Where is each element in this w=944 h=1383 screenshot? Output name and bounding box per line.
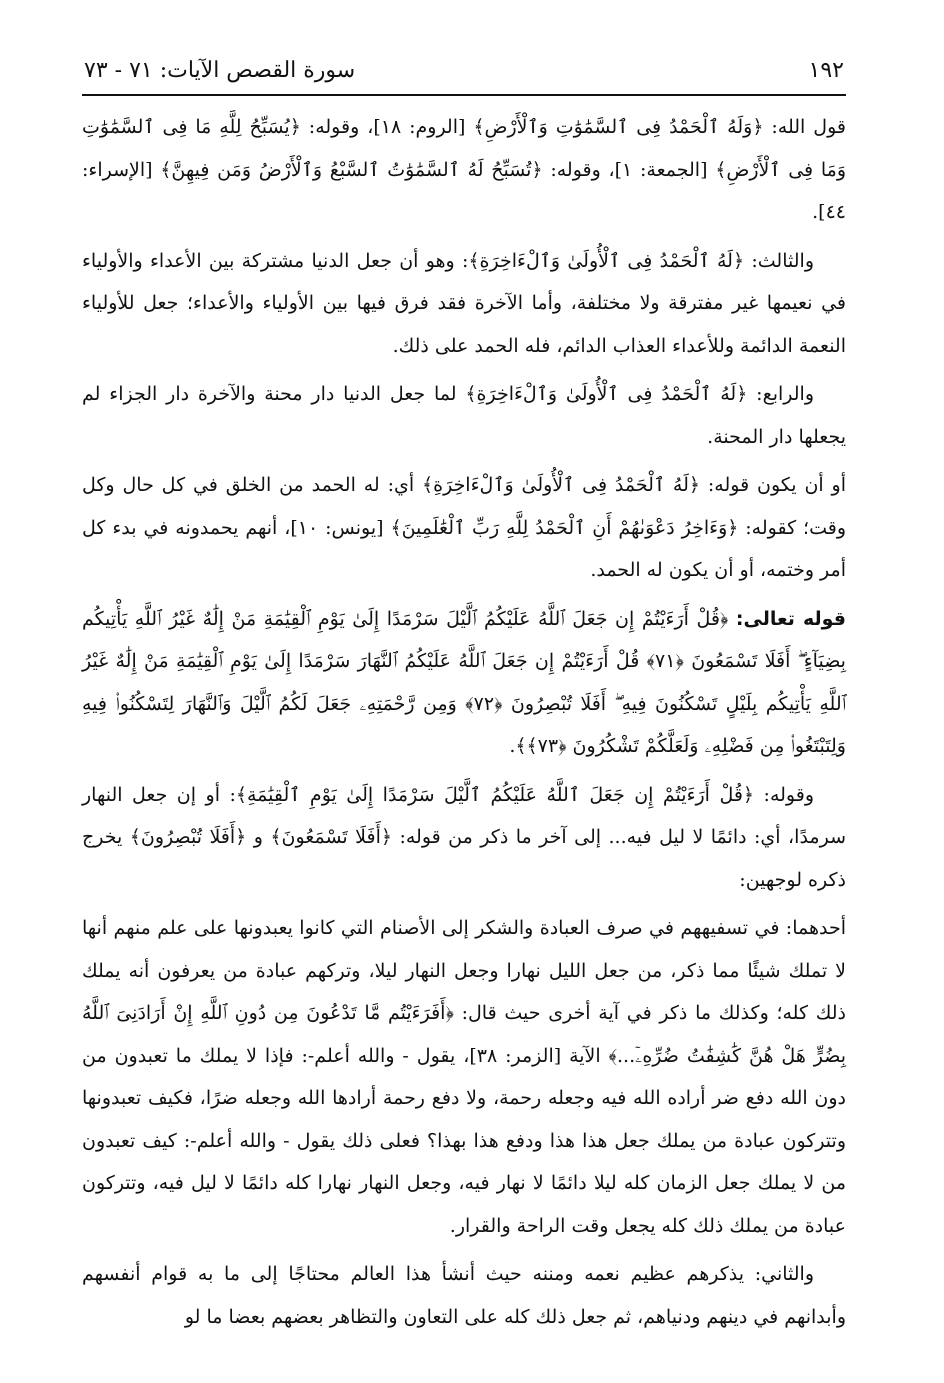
header-divider: [82, 94, 846, 96]
verse-lead: قوله تعالى:: [735, 607, 846, 630]
commentary-1: وقوله: ﴿قُلْ أَرَءَيْتُمْ إِن جَعَلَ ٱللَّهُ عَلَيْكُمُ ٱلَّيْلَ سَرْمَدًا إِلَىٰ يَوْمِ ٱلْقِيَٰمَةِ﴾: أو إن جعل النهار سرمدًا، أي: دائمًا لا ليل فيه... إلى آخر ما ذكر من قوله: ﴿أَفَلَا تَسْمَعُونَ﴾ و ﴿أَفَلَا تُبْصِرُونَ﴾ يخرج ذكره لوجهين:: [82, 783, 846, 891]
paragraph-2: والثالث: ﴿لَهُ ٱلْحَمْدُ فِى ٱلْأُولَىٰ وَٱلْءَاخِرَةِ﴾: وهو أن جعل الدنيا مشتركة بين الأعداء والأولياء في نعيمها غير مفترقة ولا مختلفة، وأما الآخرة فقد فرق فيها بين الأولياء والأعداء؛ جعل للأولياء النعمة الدائمة وللأعداء العذاب الدائم، فله الحمد على ذلك.: [82, 249, 846, 357]
commentary-3: والثاني: يذكرهم عظيم نعمه ومننه حيث أنشأ هذا العالم محتاجًا إلى ما به قوام أنفسهم وأبدانهم في دينهم ودنياهم، ثم جعل ذلك كله على التعاون والتظاهر بعضهم بعضا ما لو: [82, 1263, 846, 1328]
page-number: ١٩٢: [808, 58, 844, 83]
paragraph-4: أو أن يكون قوله: ﴿لَهُ ٱلْحَمْدُ فِى ٱلْأُولَىٰ وَٱلْءَاخِرَةِ﴾ أي: له الحمد من الخلق في كل حال وكل وقت؛ كقوله: ﴿وَءَاخِرُ دَعْوَىٰهُمْ أَنِ ٱلْحَمْدُ لِلَّهِ رَبِّ ٱلْعَٰلَمِينَ﴾ [يونس: ١٠]، أنهم يحمدونه في بدء كل أمر وختمه، أو أن يكون له الحمد.: [82, 474, 846, 581]
running-header: [82, 54, 846, 94]
paragraph-1: قول الله: ﴿وَلَهُ ٱلْحَمْدُ فِى ٱلسَّمَٰوَٰتِ وَٱلْأَرْضِ﴾ [الروم: ١٨]، وقوله: ﴿يُسَبِّحُ لِلَّهِ مَا فِى ٱلسَّمَٰوَٰتِ وَمَا فِى ٱلْأَرْضِ﴾ [الجمعة: ١]، وقوله: ﴿تُسَبِّحُ لَهُ ٱلسَّمَٰوَٰتُ ٱلسَّبْعُ وَٱلْأَرْضُ وَمَن فِيهِنَّ﴾ [الإسراء: ٤٤].: [82, 116, 846, 223]
book-page: [82, 54, 846, 1344]
commentary-2: أحدهما: في تسفيههم في صرف العبادة والشكر إلى الأصنام التي كانوا يعبدونها على علم منهم أنها لا تملك شيئًا مما ذكر، من جعل الليل نهارا وجعل النهار ليلا، وتركهم عبادة من يعرفون أنه يملك ذلك كله؛ وكذلك ما ذكر في آية أخرى حيث قال: ﴿أَفَرَءَيْتُم مَّا تَدْعُونَ مِن دُونِ ٱللَّهِ إِنْ أَرَادَنِىَ ٱللَّهُ بِضُرٍّ هَلْ هُنَّ كَٰشِفَٰتُ ضُرِّهِۦٓ...﴾ الآية [الزمر: ٣٨]، يقول - والله أعلم-: فإذا لا يملك ما تعبدون من دون الله دفع ضر أراده الله فيه وجعله رحمة، ولا دفع رحمة أرادها الله وجعله ضرًا، فكيف تعبدونها وتتركون عبادة من يملك جعل هذا هذا ودفع هذا بهذا؟ فعلى ذلك يقول - والله أعلم-: كيف تعبدون من لا يملك جعل الزمان كله ليلا دائمًا لا نهار فيه، وجعل النهار نهارا كله دائمًا لا ليل فيه، وتتركون عبادة من يملك ذلك كله يجعل وقت الراحة والقرار.: [82, 917, 847, 1237]
verse-text: ﴿قُلْ أَرَءَيْتُمْ إِن جَعَلَ ٱللَّهُ عَلَيْكُمُ ٱلَّيْلَ سَرْمَدًا إِلَىٰ يَوْمِ ٱلْقِيَٰمَةِ مَنْ إِلَٰهٌ غَيْرُ ٱللَّهِ يَأْتِيكُم بِضِيَآءٍ ۖ أَفَلَا تَسْمَعُونَ ﴿٧١﴾ قُلْ أَرَءَيْتُمْ إِن جَعَلَ ٱللَّهُ عَلَيْكُمُ ٱلنَّهَارَ سَرْمَدًا إِلَىٰ يَوْمِ ٱلْقِيَٰمَةِ مَنْ إِلَٰهٌ غَيْرُ ٱللَّهِ يَأْتِيكُم بِلَيْلٍ تَسْكُنُونَ فِيهِ ۖ أَفَلَا تُبْصِرُونَ ﴿٧٢﴾ وَمِن رَّحْمَتِهِۦ جَعَلَ لَكُمُ ٱلَّيْلَ وَٱلنَّهَارَ لِتَسْكُنُوا۟ فِيهِ وَلِتَبْتَغُوا۟ مِن فَضْلِهِۦ وَلَعَلَّكُمْ تَشْكُرُونَ ﴿٧٣﴾﴾.: [82, 607, 846, 757]
surah-title: سورة القصص الآيات: ٧١ - ٧٣: [84, 58, 356, 83]
paragraph-3: والرابع: ﴿لَهُ ٱلْحَمْدُ فِى ٱلْأُولَىٰ وَٱلْءَاخِرَةِ﴾ لما جعل الدنيا دار محنة والآخرة دار الجزاء لم يجعلها دار المحنة.: [82, 383, 846, 448]
verse-block: [82, 598, 846, 768]
